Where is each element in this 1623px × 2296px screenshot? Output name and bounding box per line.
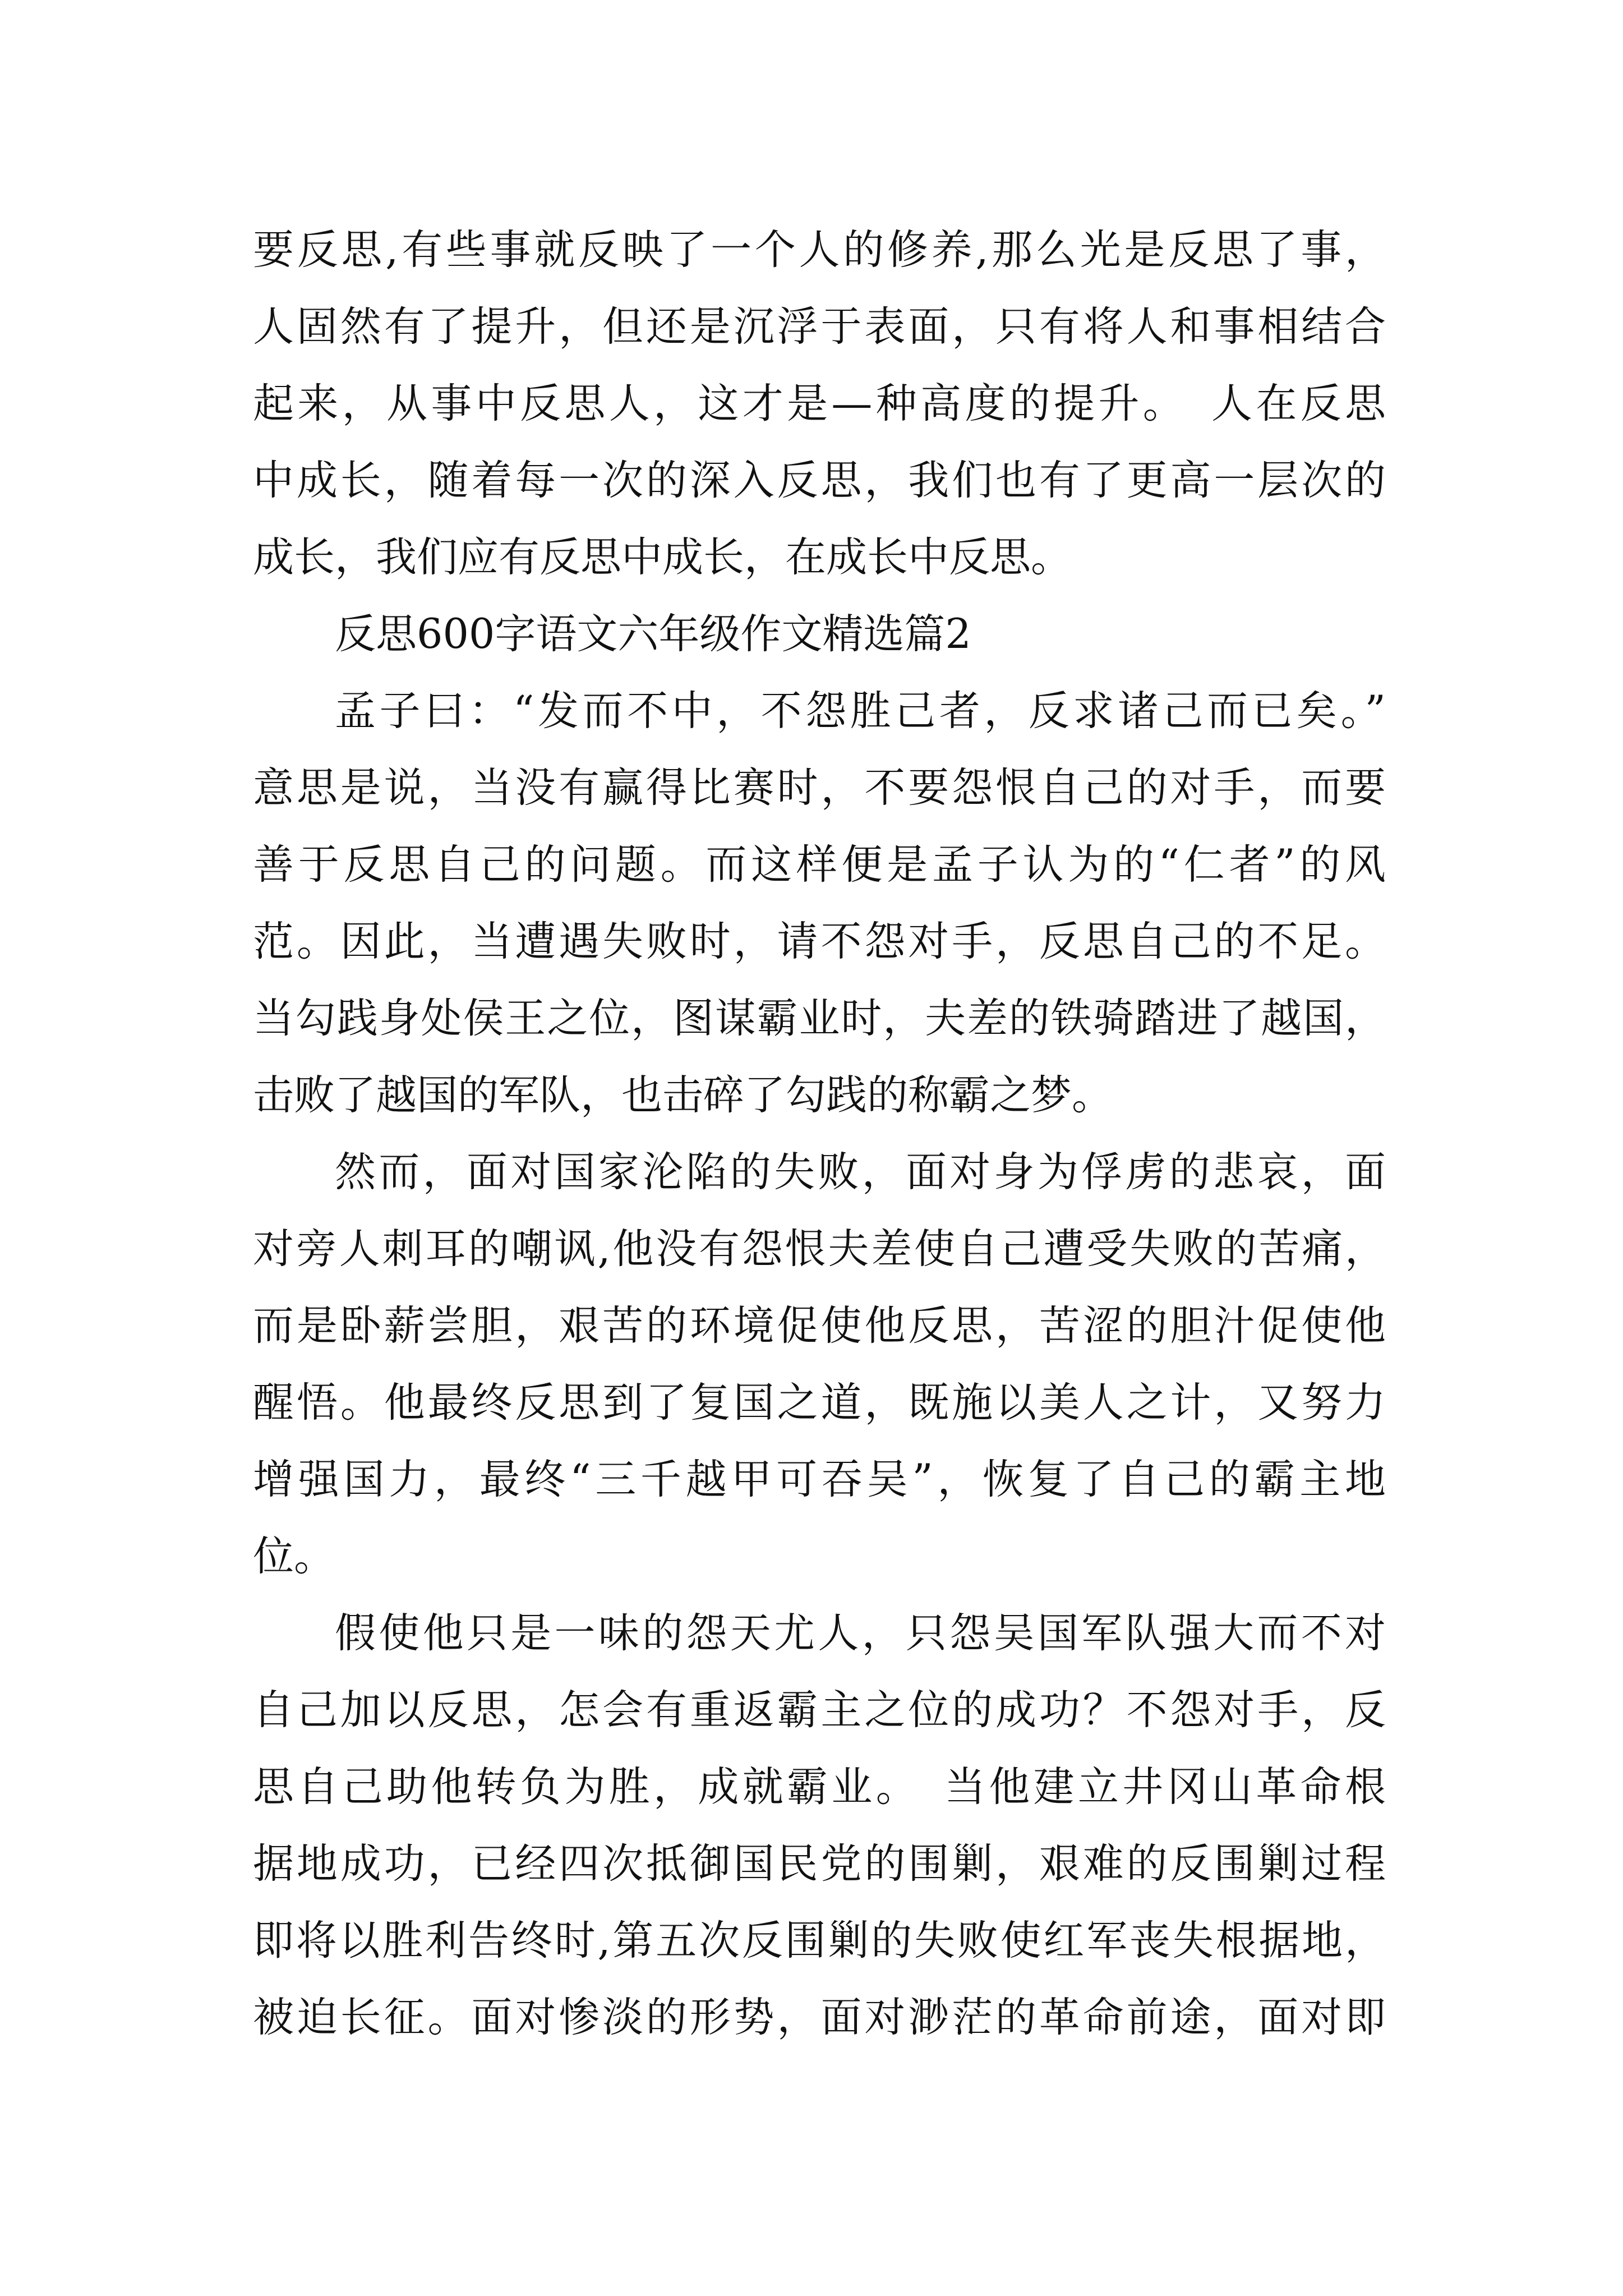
text-line: 范。因此，当遭遇失败时，请不怨对手，反思自己的不足。: [253, 918, 1386, 965]
text-line: 位。: [253, 1533, 335, 1580]
text-line: 成长，我们应有反思中成长，在成长中反思。: [253, 533, 1072, 581]
text-line: 被迫长征。面对惨淡的形势，面对渺茫的革命前途，面对即: [253, 1994, 1386, 2041]
text-line: 据地成功，已经四次抵御国民党的围剿，艰难的反围剿过程: [253, 1840, 1386, 1888]
text-line: 意思是说，当没有赢得比赛时，不要怨恨自己的对手，而要: [253, 764, 1386, 812]
text-line: 人固然有了提升，但还是沉浮于表面，只有将人和事相结合: [253, 303, 1386, 351]
paragraph-section-end: [253, 211, 1386, 596]
document-body: [253, 211, 1386, 2056]
text-line: 中成长，随着每一次的深入反思，我们也有了更高一层次的: [253, 457, 1386, 504]
text-line: 击败了越国的军队，也击碎了勾践的称霸之梦。: [253, 1071, 1113, 1119]
text-line: 思自己助他转负为胜，成就霸业。 当他建立井冈山革命根: [253, 1763, 1386, 1811]
text-line: 自己加以反思，怎会有重返霸主之位的成功？不怨对手，反: [253, 1686, 1386, 1734]
article-title: 反思600字语文六年级作文精选篇2: [335, 610, 971, 658]
text-line: 善于反思自己的问题。而这样便是孟子认为的“仁者”的风: [253, 841, 1386, 889]
text-line: 醒悟。他最终反思到了复国之道，既施以美人之计，又努力: [253, 1379, 1386, 1427]
text-line: 要反思,有些事就反映了一个人的修养,那么光是反思了事，: [253, 226, 1386, 274]
text-line: 对旁人刺耳的嘲讽,他没有怨恨夫差使自己遭受失败的苦痛，: [253, 1225, 1386, 1273]
text-line: 然而，面对国家沦陷的失败，面对身为俘虏的悲哀，面: [335, 1148, 1386, 1196]
text-line: 而是卧薪尝胆，艰苦的环境促使他反思，苦涩的胆汁促使他: [253, 1302, 1386, 1350]
paragraph: [253, 1595, 1386, 2056]
text-line: 即将以胜利告终时,第五次反围剿的失败使红军丧失根据地，: [253, 1917, 1386, 1964]
text-line: 当勾践身处侯王之位，图谋霸业时，夫差的铁骑踏进了越国，: [253, 995, 1386, 1042]
text-line: 孟子曰：“发而不中，不怨胜己者，反求诸己而已矣。”: [335, 687, 1386, 735]
paragraph: [253, 1134, 1386, 1595]
text-line: 增强国力，最终“三千越甲可吞吴”，恢复了自己的霸主地: [253, 1456, 1386, 1503]
text-line: 假使他只是一味的怨天尤人，只怨吴国军队强大而不对: [335, 1609, 1386, 1657]
text-line: 起来，从事中反思人，这才是—种高度的提升。 人在反思: [253, 380, 1386, 427]
paragraph: [253, 673, 1386, 1134]
